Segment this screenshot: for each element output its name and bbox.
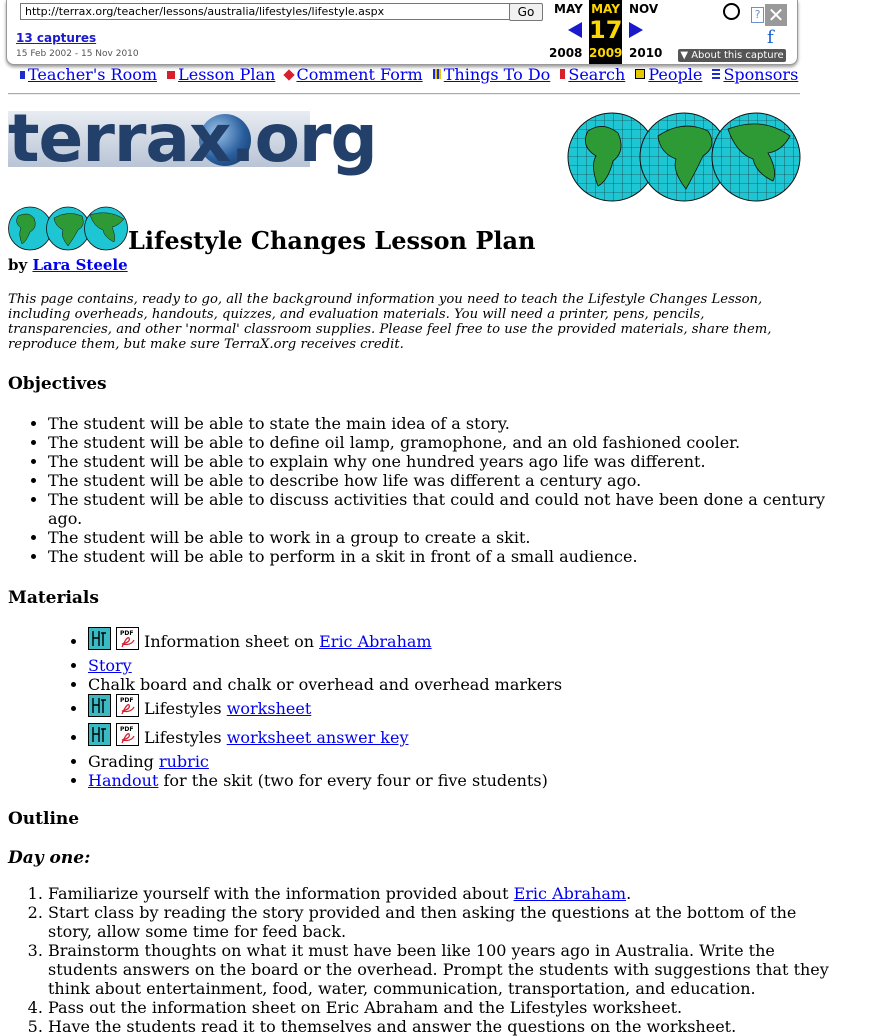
byline xyxy=(8,256,128,274)
list-item: • The student will be able to describe how life was different a century ago. xyxy=(48,471,840,490)
intro-paragraph: This page contains, ready to go, all the background information you need to teach the Lifestyle Changes Lesson, including overheads, handouts, quizzes, and evaluation materials. You will need a printer, pens, pencils, transparencies, and other 'normal' classroom supplies. Please feel free to use the provided materials, share them, reproduce them, but make sure TerraX.org receives credit. xyxy=(8,292,772,352)
diamond-icon xyxy=(284,69,295,80)
nav-link[interactable]: Teacher's Room xyxy=(28,65,157,84)
nav-item-search[interactable] xyxy=(560,65,625,84)
account-circle-icon[interactable] xyxy=(723,3,740,20)
wayback-toolbar xyxy=(6,0,798,65)
nav-link[interactable]: Search xyxy=(568,65,626,84)
url-input[interactable]: http://terrax.org/teacher/lessons/australia/lifestyles/lifestyle.aspx xyxy=(20,3,510,20)
search-icon xyxy=(560,69,565,79)
nav-link[interactable]: Lesson Plan xyxy=(178,65,276,84)
worksheet-link[interactable]: worksheet xyxy=(226,699,312,718)
nav-item-people[interactable] xyxy=(635,65,702,84)
list-item: • The student will be able to state the main idea of a story. xyxy=(48,414,840,433)
list-item: 2. Start class by reading the story provided and then asking the questions at the bottom of the story, allow some time for feed back. xyxy=(48,903,840,941)
material-text: Information sheet on xyxy=(144,632,320,651)
world-globes-image xyxy=(568,111,800,203)
by-label: by xyxy=(8,256,28,274)
story-link[interactable]: Story xyxy=(88,656,132,675)
list-item: 4. Pass out the information sheet on Eric Abraham and the Lifestyles worksheet. xyxy=(48,998,840,1017)
list-item xyxy=(48,884,840,903)
list-item: • Chalk board and chalk or overhead and overhead markers xyxy=(88,675,880,694)
capture-date-range: 15 Feb 2002 - 15 Nov 2010 xyxy=(16,49,139,59)
material-text: Grading xyxy=(88,752,159,771)
nav-link[interactable]: People xyxy=(648,65,703,84)
nav-item-comment-form[interactable] xyxy=(285,65,422,84)
small-globes-icon xyxy=(8,206,128,251)
list-item xyxy=(88,656,880,675)
list-item xyxy=(88,723,880,752)
nav-link[interactable]: Things To Do xyxy=(443,65,551,84)
terrax-logo[interactable] xyxy=(8,100,377,177)
eric-abraham-link[interactable]: Eric Abraham xyxy=(513,884,627,903)
logo-text: terrax.org xyxy=(8,100,377,177)
people-icon xyxy=(635,69,645,79)
pdf-file-icon[interactable] xyxy=(116,723,139,746)
captures-link[interactable]: 13 captures xyxy=(16,31,97,45)
list-item: • The student will be able to perform in a skit in front of a small audience. xyxy=(48,547,840,566)
svg-text:PDF: • PDF xyxy=(120,726,134,733)
help-icon[interactable]: ? xyxy=(751,7,764,23)
selected-year: 2009 xyxy=(589,46,623,60)
html-file-icon[interactable] xyxy=(88,723,111,746)
list-item xyxy=(88,752,880,771)
outline-heading: Outline xyxy=(8,809,80,829)
nav-link[interactable]: Sponsors xyxy=(723,65,799,84)
material-text: Lifestyles xyxy=(144,728,227,747)
list-item: 3. Brainstorm thoughts on what it must have been like 100 years ago in Australia. Write the students answers on the board or the overhead. Prompt the students with suggestions that they think about entertainment, food, water, communication, transportation, and education. xyxy=(48,941,840,998)
outline-text: . xyxy=(626,884,632,903)
nav-item-things-to-do[interactable] xyxy=(433,65,551,84)
selected-day: 17 xyxy=(589,16,623,44)
html-file-icon[interactable] xyxy=(88,694,111,717)
material-text: Lifestyles xyxy=(144,699,227,718)
prev-year-label[interactable]: 2008 xyxy=(549,46,583,60)
list-item: 5. Have the students read it to themselves and answer the questions on the worksheet. xyxy=(48,1017,840,1036)
material-text: for the skit (two for every four or five students) xyxy=(158,771,548,790)
svg-text:PDF: • PDF xyxy=(120,630,134,637)
objectives-heading: Objectives xyxy=(8,374,107,394)
nav-item-lesson-plan[interactable] xyxy=(167,65,275,84)
close-icon[interactable]: ✕ xyxy=(765,4,787,26)
list-item xyxy=(88,694,880,723)
list-item xyxy=(88,627,880,656)
materials-list xyxy=(8,627,880,790)
html-file-icon[interactable] xyxy=(88,627,111,650)
nav-link[interactable]: Comment Form xyxy=(296,65,423,84)
list-item xyxy=(88,771,880,790)
facebook-icon[interactable]: f xyxy=(767,27,774,48)
pdf-file-icon[interactable] xyxy=(116,627,139,650)
sponsors-icon xyxy=(712,69,720,79)
prev-month-label[interactable]: MAY xyxy=(554,2,583,16)
svg-text:PDF: • PDF xyxy=(120,697,134,704)
list-item: • The student will be able to define oil lamp, gramophone, and an old fashioned cooler. xyxy=(48,433,840,452)
outline-list xyxy=(8,884,840,1036)
objectives-list xyxy=(8,414,840,566)
rubric-link[interactable]: rubric xyxy=(158,752,209,771)
bars-icon xyxy=(433,69,441,79)
selected-capture-date xyxy=(589,0,622,64)
divider xyxy=(8,93,800,95)
page-title: Lifestyle Changes Lesson Plan xyxy=(128,226,536,255)
site-nav xyxy=(20,65,800,84)
next-capture-arrow-icon[interactable] xyxy=(629,22,643,38)
nav-item-sponsors[interactable] xyxy=(712,65,798,84)
author-link[interactable]: Lara Steele xyxy=(32,256,128,274)
flag-icon xyxy=(20,71,25,79)
selected-month: MAY xyxy=(591,2,620,16)
pdf-file-icon[interactable] xyxy=(116,694,139,717)
nav-item-teachers-room[interactable] xyxy=(20,65,157,84)
list-item: • The student will be able to explain why one hundred years ago life was different. xyxy=(48,452,840,471)
list-item: • The student will be able to work in a group to create a skit. xyxy=(48,528,840,547)
next-month-label[interactable]: NOV xyxy=(629,2,659,16)
prev-capture-arrow-icon[interactable] xyxy=(568,22,582,38)
lesson-icon xyxy=(167,71,175,79)
go-button[interactable]: Go xyxy=(509,3,543,21)
handout-link[interactable]: Handout xyxy=(88,771,159,790)
answer-key-link[interactable]: worksheet answer key xyxy=(226,728,409,747)
materials-heading: Materials xyxy=(8,588,99,608)
next-year-label[interactable]: 2010 xyxy=(629,46,663,60)
list-item: • The student will be able to discuss activities that could and could not have been done a century ago. xyxy=(48,490,840,528)
outline-text: Familiarize yourself with the information provided about xyxy=(48,884,514,903)
day-one-heading: Day one: xyxy=(8,848,91,868)
about-capture-button[interactable]: ▼ About this capture xyxy=(678,49,786,62)
eric-abraham-link[interactable]: Eric Abraham xyxy=(319,632,432,651)
